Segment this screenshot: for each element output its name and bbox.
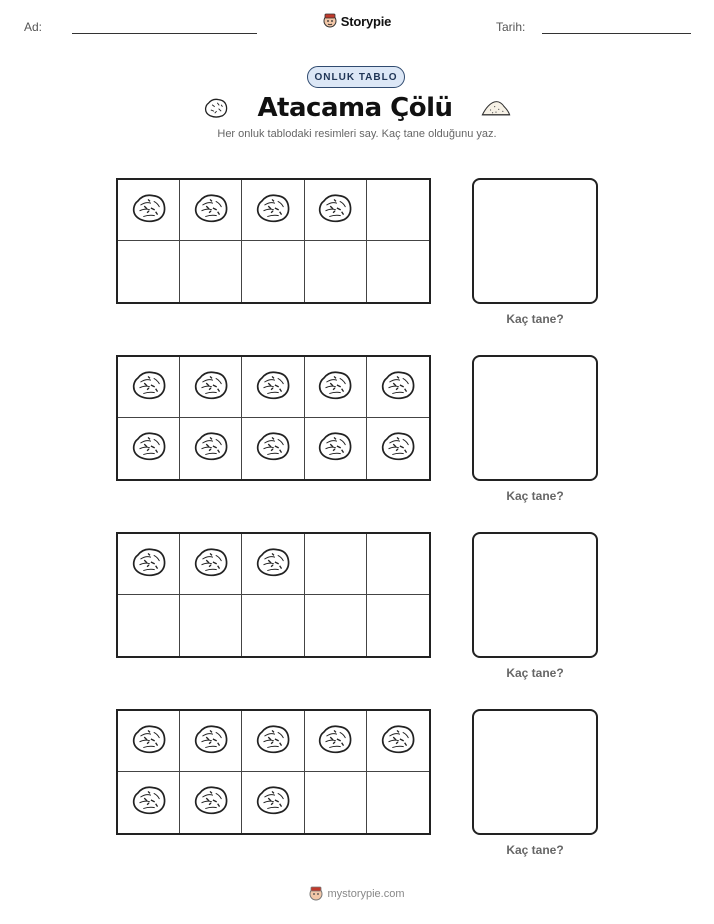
- rock-icon: [130, 722, 168, 761]
- ten-frame-cell: [242, 772, 304, 833]
- brand-name: Storypie: [340, 13, 392, 29]
- ten-frame-cell: [305, 180, 367, 241]
- ten-frame-cell: [367, 357, 429, 418]
- ten-frame-cell: [180, 241, 242, 302]
- ten-frame-cell: [118, 772, 180, 833]
- rock-icon: [130, 783, 168, 822]
- ten-frame: [116, 532, 431, 658]
- ten-frame-cell: [180, 772, 242, 833]
- rock-icon: [192, 545, 230, 584]
- rock-icon: [130, 545, 168, 584]
- ten-frame-cell: [180, 418, 242, 479]
- rock-icon: [254, 429, 292, 468]
- ten-frame-cell: [118, 357, 180, 418]
- rock-icon: [192, 191, 230, 230]
- answer-prompt: Kaç tane?: [506, 843, 564, 857]
- ten-frame-cell: [367, 534, 429, 595]
- ten-frame-cell: [180, 711, 242, 772]
- answer-prompt: Kaç tane?: [506, 312, 564, 326]
- rock-icon: [316, 722, 354, 761]
- rock-icon: [254, 783, 292, 822]
- rock-icon: [130, 191, 168, 230]
- rock-icon: [254, 545, 292, 584]
- rock-icon: [254, 368, 292, 407]
- ten-frame-cell: [118, 595, 180, 656]
- ten-frame-cell: [180, 180, 242, 241]
- ten-frame-cell: [180, 534, 242, 595]
- ten-frame-cell: [305, 772, 367, 833]
- ten-frame-cell: [305, 241, 367, 302]
- rock-icon: [192, 722, 230, 761]
- ten-frame-cell: [242, 180, 304, 241]
- answer-box[interactable]: [472, 709, 598, 835]
- rock-icon: [254, 191, 292, 230]
- name-line: [72, 33, 257, 34]
- footer-site: mystorypie.com: [327, 888, 405, 900]
- answer-box[interactable]: [472, 532, 598, 658]
- ten-frame-cell: [242, 357, 304, 418]
- rock-icon: [192, 783, 230, 822]
- rock-icon: [316, 191, 354, 230]
- instructions: Her onluk tablodaki resimleri say. Kaç tane olduğunu yaz.: [217, 128, 497, 140]
- rock-icon: [254, 722, 292, 761]
- ten-frame-cell: [367, 772, 429, 833]
- brand: [0, 13, 714, 29]
- ten-frame-cell: [118, 534, 180, 595]
- rock-icon: [130, 429, 168, 468]
- ten-frame-cell: [305, 711, 367, 772]
- answer-prompt: Kaç tane?: [506, 666, 564, 680]
- date-line: [542, 33, 691, 34]
- rock-icon: [316, 368, 354, 407]
- ten-frame-cell: [242, 595, 304, 656]
- ten-frame-cell: [242, 241, 304, 302]
- ten-frame-cell: [242, 534, 304, 595]
- ten-frame-cell: [242, 418, 304, 479]
- ten-frame-cell: [242, 711, 304, 772]
- rock-icon: [192, 368, 230, 407]
- ten-frame: [116, 178, 431, 304]
- answer-box[interactable]: [472, 178, 598, 304]
- rock-icon: [379, 429, 417, 468]
- ten-frame: [116, 355, 431, 481]
- rock-icon: [130, 368, 168, 407]
- ten-frame-cell: [118, 418, 180, 479]
- mascot-icon: [323, 13, 337, 29]
- rock-icon: [192, 429, 230, 468]
- ten-frame-cell: [305, 534, 367, 595]
- ten-frame-cell: [367, 418, 429, 479]
- title-row: [0, 88, 714, 128]
- ten-frame-cell: [367, 241, 429, 302]
- worksheet-type-badge: ONLUK TABLO: [307, 66, 405, 88]
- rock-icon: [203, 97, 229, 119]
- ten-frame-cell: [118, 241, 180, 302]
- ten-frame-cell: [118, 711, 180, 772]
- ten-frame-cell: [118, 180, 180, 241]
- ten-frame-cell: [305, 418, 367, 479]
- ten-frame-cell: [367, 180, 429, 241]
- rock-icon: [379, 368, 417, 407]
- ten-frame-cell: [180, 595, 242, 656]
- ten-frame-cell: [367, 595, 429, 656]
- date-label: Tarih:: [496, 20, 526, 34]
- answer-box[interactable]: [472, 355, 598, 481]
- rock-icon: [379, 722, 417, 761]
- page-title: Atacama Çölü: [257, 93, 453, 123]
- ten-frame-cell: [367, 711, 429, 772]
- footer: [0, 886, 714, 902]
- sand-pile-icon: [481, 98, 511, 118]
- ten-frame-cell: [180, 357, 242, 418]
- mascot-icon: [309, 886, 323, 902]
- ten-frame: [116, 709, 431, 835]
- ten-frame-cell: [305, 357, 367, 418]
- answer-prompt: Kaç tane?: [506, 489, 564, 503]
- name-label: Ad:: [24, 20, 43, 34]
- ten-frame-cell: [305, 595, 367, 656]
- rock-icon: [316, 429, 354, 468]
